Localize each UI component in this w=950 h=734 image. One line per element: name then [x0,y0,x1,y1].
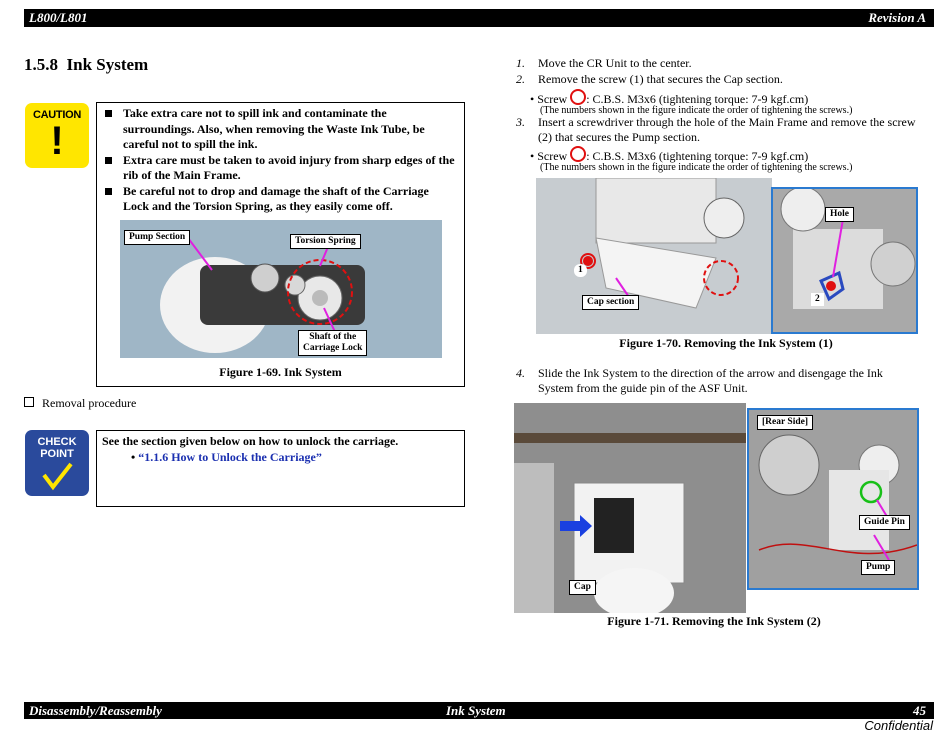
confidential-label: Confidential [864,718,933,733]
label-rear-side: [Rear Side] [757,415,813,430]
bullet-dot-icon: • [530,92,535,106]
caution-icon [25,103,89,168]
header-bar [24,9,934,27]
figure-70-caption: Figure 1-70. Removing the Ink System (1) [619,336,833,350]
step-3-note: (The numbers shown in the figure indicate the order of tightening the screws.) [540,162,853,173]
removal-label: Removal procedure [42,396,137,410]
step-number: 3. [516,115,525,129]
bullet-square-icon [105,157,112,164]
caution-item [103,184,455,215]
checkmark-icon [40,461,74,491]
section-number: 1.5.8 [24,55,58,74]
caution-icon-label: CAUTION [32,109,81,121]
label-pump: Pump [861,560,895,575]
checkpoint-box [96,430,465,507]
figure-69-caption: Figure 1-69. Ink System [219,365,342,379]
caution-icon-symbol: ! [50,119,64,163]
figure-70-photo-main [536,178,772,334]
section-name: Ink System [66,55,149,74]
step-2 [516,72,783,86]
caution-box [96,102,465,387]
step-text-line1: Slide the Ink System to the direction of the arrow and disengage the Ink [538,366,883,380]
step-text: Remove the screw (1) that secures the Cap section. [538,72,783,86]
footer-center: Ink System [446,703,506,718]
checkpoint-link[interactable]: “1.1.6 How to Unlock the Carriage” [138,450,322,464]
step-4-line2: System from the guide pin of the ASF Unit. [538,381,748,395]
step-3 [516,115,916,129]
step-number: 1. [516,56,525,70]
step-3-line2: (2) that secures the Pump section. [538,130,700,144]
section-title [24,55,148,75]
figure-69-photo [120,220,442,358]
caution-item-text: Extra care must be taken to avoid injury from sharp edges of the rib of the Main Frame. [123,152,455,182]
caution-list [103,106,455,215]
bullet-dot-icon: • [530,149,535,163]
label-cap-section: Cap section [582,295,639,310]
label-pump-section: Pump Section [124,230,190,245]
step-text: Move the CR Unit to the center. [538,56,692,70]
step-1 [516,56,692,70]
figure-70-photo-inset [771,187,918,334]
step-2-note: (The numbers shown in the figure indicate the order of tightening the screws.) [540,105,853,116]
screw-label: Screw [537,149,568,163]
screw-label: Screw [537,92,568,106]
bullet-square-icon [105,188,112,195]
check-icon-line1: CHECK [37,436,77,448]
label-shaft-line1: Shaft of the [309,332,357,342]
caution-item-text: Take extra care not to spill ink and contaminate the surroundings. Also, when removing the Waste Ink Tube, be careful not to spill the ink. [123,106,425,151]
cap-section-illustration [536,178,772,334]
caution-item [103,153,455,184]
cap-slide-illustration [514,403,746,613]
screw-circle-icon [570,146,586,162]
label-hole: Hole [825,207,854,222]
checkbox-icon [24,397,34,407]
step-4 [516,366,883,380]
label-torsion-spring: Torsion Spring [290,234,361,249]
bullet-dot-icon: • [131,450,136,464]
screw-spec: : C.B.S. M3x6 (tightening torque: 7-9 kgf.cm) [586,92,809,106]
step-number: 4. [516,366,525,380]
bullet-square-icon [105,110,112,117]
checkpoint-link-row [131,450,322,465]
label-shaft-carriage-lock [298,330,367,356]
checkpoint-text: See the section given below on how to unlock the carriage. [102,434,399,448]
check-icon-line2: POINT [40,448,74,460]
footer-left: Disassembly/Reassembly [29,703,162,718]
label-shaft-line2: Carriage Lock [303,343,363,353]
check-point-icon [25,430,89,496]
header-right: Revision A [868,10,926,25]
label-2: 2 [811,293,824,306]
screw-spec: : C.B.S. M3x6 (tightening torque: 7-9 kgf.cm) [586,149,809,163]
figure-71-photo-main [514,403,746,613]
screw-circle-icon [570,89,586,105]
removal-procedure [24,396,136,411]
footer-bar [24,702,934,719]
footer-page-number: 45 [913,703,926,718]
step-number: 2. [516,72,525,86]
step-text-line1: Insert a screwdriver through the hole of the Main Frame and remove the screw [538,115,916,129]
label-1: 1 [574,264,587,277]
caution-item [103,106,455,153]
figure-71-caption: Figure 1-71. Removing the Ink System (2) [607,614,821,628]
figure-71-photo-inset [747,408,919,590]
caution-item-text: Be careful not to drop and damage the shaft of the Carriage Lock and the Torsion Spring, as they easily come off. [123,183,429,213]
label-guide-pin: Guide Pin [859,515,910,530]
header-left: L800/L801 [29,10,88,25]
label-cap: Cap [569,580,596,595]
